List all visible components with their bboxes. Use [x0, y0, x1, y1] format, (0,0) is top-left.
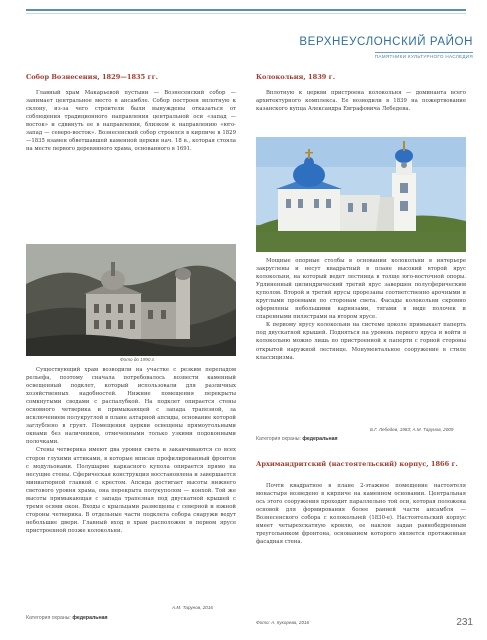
left-photo-caption: Фото до 1990 г.	[120, 357, 156, 362]
right-text-bottom	[256, 482, 466, 546]
region-title: ВЕРХНЕУСЛОНСКИЙ РАЙОН	[299, 36, 473, 48]
left-category	[26, 615, 108, 621]
page-number: 231	[456, 617, 473, 628]
paragraph: Существующий храм возводили на участке с резким перепадом рельефа, поэтому сначала потребовалось возвести каменный освещенный подклет, который использовали для различных хозяйственных надобностей. Нижние помещения перекрыты сомкнутыми сводами с распалубкой. На подклет опирается стены основного четверика и примыкающей с запада трапезной, за исключением полукруглой в плане алтарной апсиды, основание которой заглублено в грунт. Помещения церкви освещены прямоугольными окнами без наличников, отмеченными только узкими подоконными полочками.	[26, 367, 236, 446]
paragraph: Мощные опорные столбы в основании колокольни в интерьере закруглены и несут квадратный в плане высокий второй ярус колокольни, на который ведет лестница в толще юго-восточной опоры. Удлиненный цилиндрический третий ярус завершен полусферическим куполом. Второй и третий ярусы прорезаны соответственно арочными и круглыми проемами по сторонам света. Фасады колокольни скромно оформлены небольшими карнизами, тягами в виде полочек и спаренными пилястрами на втором ярусе.	[256, 258, 466, 321]
left-heading: Собор Вознесения, 1829—1835 гг.	[26, 73, 158, 81]
bell-tower-photo	[256, 137, 466, 252]
left-text-bottom	[26, 366, 236, 535]
right-text-top	[256, 89, 466, 113]
category-value: федеральная	[72, 615, 108, 621]
paragraph: К первому ярусу колокольни на системе цоколе примыкает паперть под двускатной крышей. Подняться на уровень первого яруса и войти в колокольню можно лишь по пристроенной к паперти с горной стороны открытой наружной лестнице. Монументальное сооружение в стиле классицизма.	[256, 322, 466, 361]
paragraph: Почти квадратное в плане 2-этажное помещение настоятеля монастыря возведено в кирпиче на каменном основании. Центральная ось этого сооружения проходит параллельно той оси, которая положена основой для формирования более ранней части ансамбля — Вознесенского собора с колокольней (1830-е). Настоятельский корпус имеет четырехскатную кровлю, ее наклон задан равнобедренным треугольником фронтона, основанием которого является протяженная фасадная стена.	[256, 483, 466, 546]
category-label: Категория охраны:	[256, 436, 301, 442]
right-author: Б.Г. Лебедев, 1983; А.М. Тарунов, 2009	[370, 427, 454, 432]
right-photo-caption: Фото: А. Кукорева, 2016	[256, 620, 310, 625]
header-rule-thin	[26, 13, 466, 14]
category-label: Категория охраны:	[26, 615, 71, 621]
region-subtitle: ПАМЯТНИКИ КУЛЬТУРНОГО НАСЛЕДИЯ	[374, 54, 473, 59]
right-heading-2: Архимандритский (настоятельский) корпус, 1866 г.	[256, 460, 458, 468]
cathedral-old-photo	[26, 244, 236, 356]
paragraph: Стены четверика имеют два уровня света и заканчиваются со всех сторон глухими аттиками, в которые вписан профилированный фронтон с модульонами. Полушарие каркасного купола опирается прямо на несущие стены. Сферическая конструкция восстановлена и завершается миниатюрной главкой с крестом. Апсида достигает высоты нижнего светового уровня храма, она перекрыта полукуполом — конхой. Той же высоты примыкающая с запада трапезная под двускатной крышей с тремя осями окон. Входы с крыльцами размещены с северной и южной стороны четверика. В отдельные части подклета собора снаружи ведут небольшие двери. Главный вход в храм расположен в первом ярусе пристроенной позже колокольни.	[26, 447, 236, 534]
paragraph: Главный храм Макарьевой пустыни — Вознесенский собор — занимает центральное место в ансамбле. Собор построен вплотную к склону, из-за чего строители были вынуждены отказаться от соблюдения традиционного направления центральной оси «запад — восток» и сдвинуть ее в направлении, близком к направлению «юго-запад — северо-восток». Вознесенский собор строился в кирпиче в 1829—1835 взамен обветшавшей каменной церкви нач. 18 в., которая стояла на месте первого деревянного храма, основанного в 1691.	[26, 90, 236, 153]
right-category	[256, 436, 338, 442]
left-author: А.М. Тарунов, 2016	[172, 605, 213, 610]
left-text-top	[26, 89, 236, 153]
right-heading: Колокольня, 1839 г.	[256, 73, 335, 81]
header-rule	[26, 9, 466, 11]
right-text-mid	[256, 257, 466, 362]
category-value: федеральная	[302, 436, 338, 442]
paragraph: Вплотную к церкви пристроена колокольня — доминанта всего архитектурного комплекса. Ее возводили в 1839 на пожертвование казанского купца Александра Евграфовича Лебедева.	[256, 90, 466, 113]
